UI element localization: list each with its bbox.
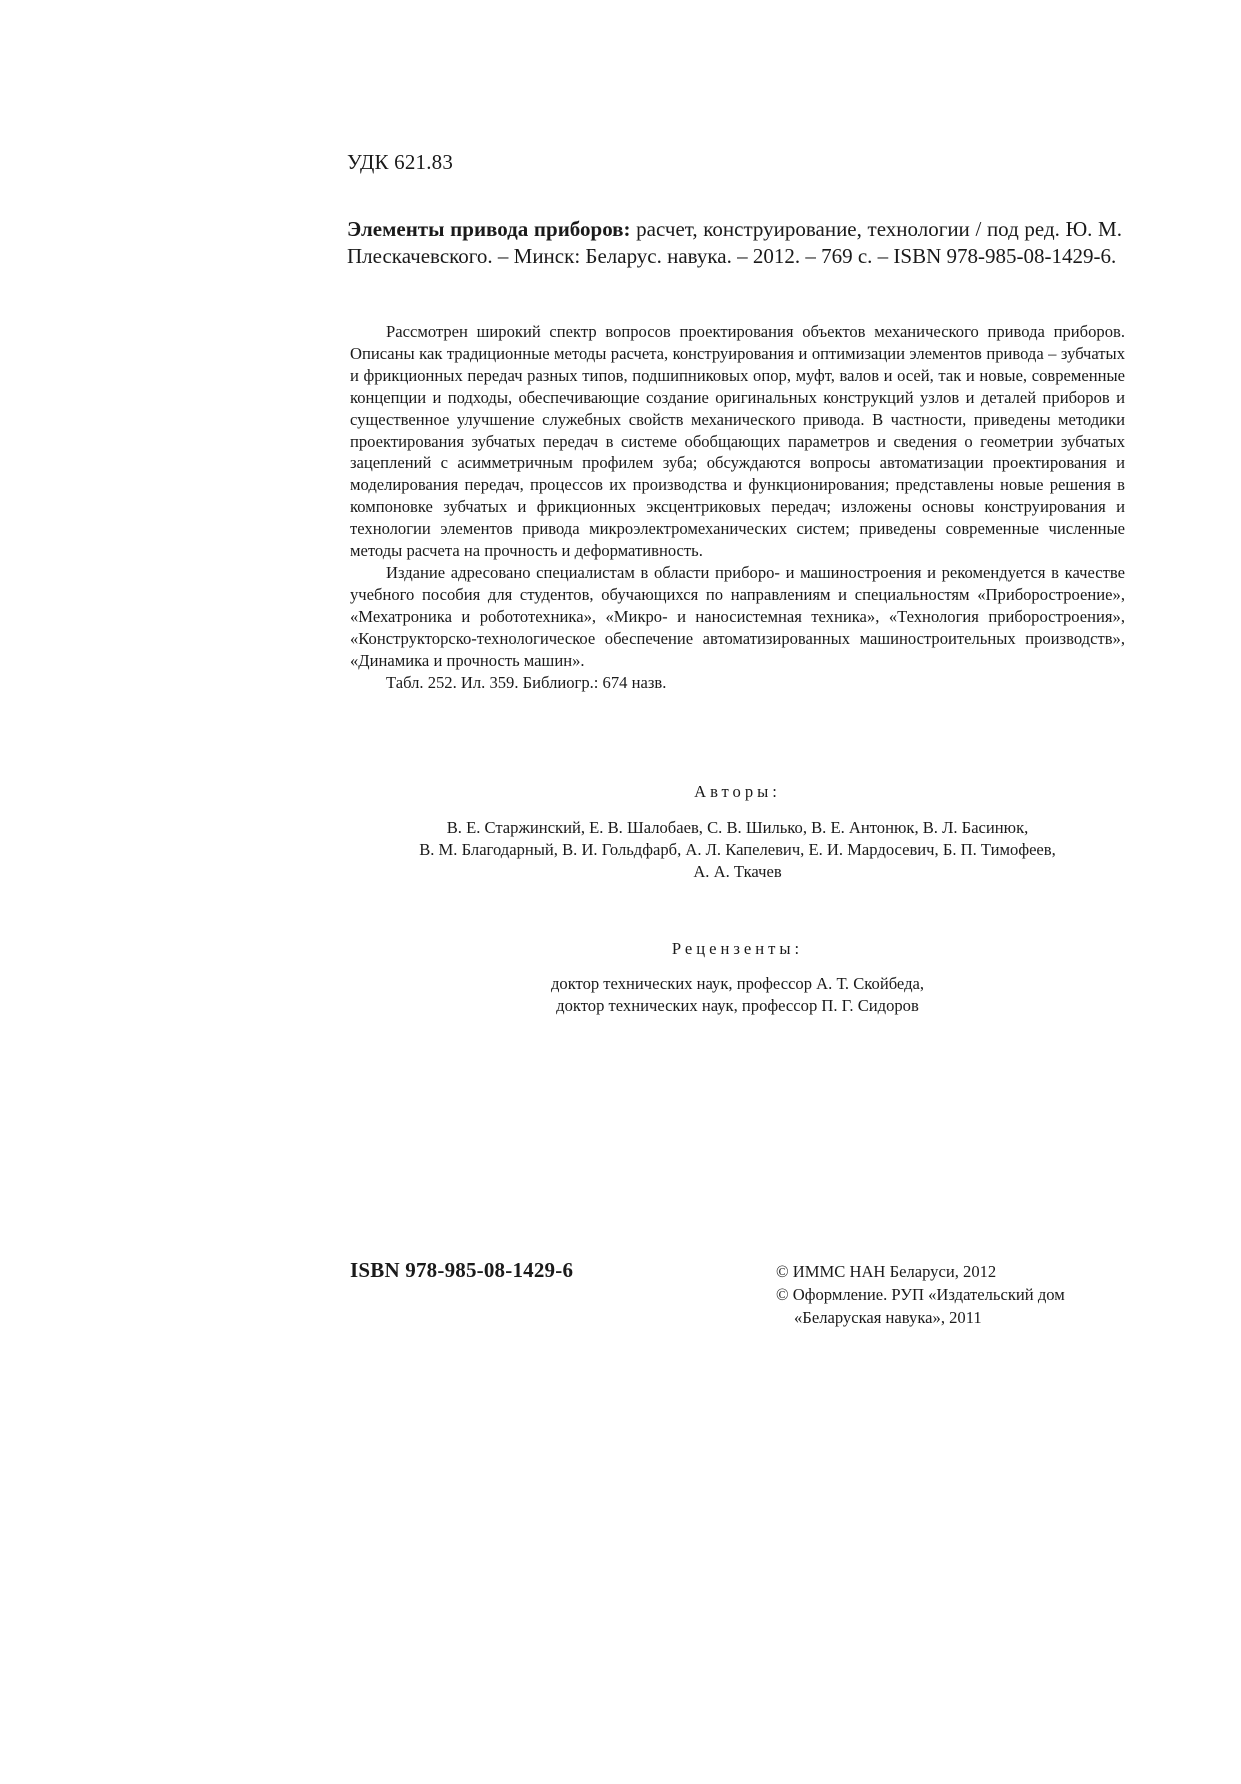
authors-line: В. Е. Старжинский, Е. В. Шалобаев, С. В. Шилько, В. Е. Антонюк, В. Л. Басинюк, (446, 818, 1029, 837)
annotation-paragraph-1: Рассмотрен широкий спектр вопросов проектирования объектов механического привода приборов. Описаны как традиционные методы расчета, конструирования и оптимизации элементов привода – зубчатых и фрикционных передач разных типов, подшипниковых опор, муфт, валов и осей, так и новые, современные концепции и подходы, обеспечивающие создание оригинальных конструкций узлов и деталей приборов и существенное улучшение служебных свойств механического привода. В частности, приведены методики проектирования зубчатых передач в системе обобщающих параметров и сведения о геометрии зубчатых зацеплений с асимметричным профилем зуба; обсуждаются вопросы автоматизации проектирования и моделирования передач, процессов их производства и функционирования; представлены новые решения в компоновке зубчатых и фрикционных эксцентриковых передач; изложены основы конструирования и технологии элементов привода микроэлектромеханических систем; приведены современные численные методы расчета на прочность и деформативность. (350, 322, 1125, 561)
bibliographic-citation (347, 216, 1122, 270)
authors-line: А. А. Ткачев (693, 861, 782, 881)
annotation-stats: Табл. 252. Ил. 359. Библиогр.: 674 назв. (386, 672, 667, 692)
annotation (350, 321, 1125, 693)
copyright-line: «Беларуская навука», 2011 (794, 1308, 982, 1327)
authors-list (350, 817, 1125, 883)
isbn-number: ISBN 978-985-08-1429-6 (350, 1258, 574, 1282)
copyright-line: © Оформление. РУП «Издательский дом (776, 1285, 1065, 1304)
citation-details: расчет, конструирование, технологии / под ред. Ю. М. Плескачевского. – Минск: Беларус. навука. – 2012. – 769 с. – ISBN 978-985-08-1429-6. (347, 217, 1122, 268)
reviewers-list (350, 973, 1125, 1017)
copyright-block (776, 1260, 1136, 1329)
udc-code: УДК 621.83 (347, 150, 454, 174)
authors-line: В. М. Благодарный, В. И. Гольдфарб, А. Л. Капелевич, Е. И. Мардосевич, Б. П. Тимофеев, (419, 839, 1056, 859)
annotation-paragraph-2: Издание адресовано специалистам в области приборо- и машиностроения и рекомендуется в качестве учебного пособия для студентов, обучающихся по направлениям и специальностям «Приборостроение», «Мехатроника и робототехника», «Микро- и наносистемная техника», «Технология приборостроения», «Конструкторско-технологическое обеспечение автоматизированных машиностроительных производств», «Динамика и прочность машин». (350, 562, 1125, 670)
book-title: Элементы привода приборов: (347, 217, 631, 241)
reviewer-line: доктор технических наук, профессор П. Г. Сидоров (556, 995, 919, 1015)
copyright-line: © ИММС НАН Беларуси, 2012 (776, 1262, 997, 1281)
reviewer-line: доктор технических наук, профессор А. Т. Скойбеда, (550, 974, 925, 993)
authors-heading: Авторы: (694, 782, 781, 801)
reviewers-heading: Рецензенты: (671, 939, 804, 958)
